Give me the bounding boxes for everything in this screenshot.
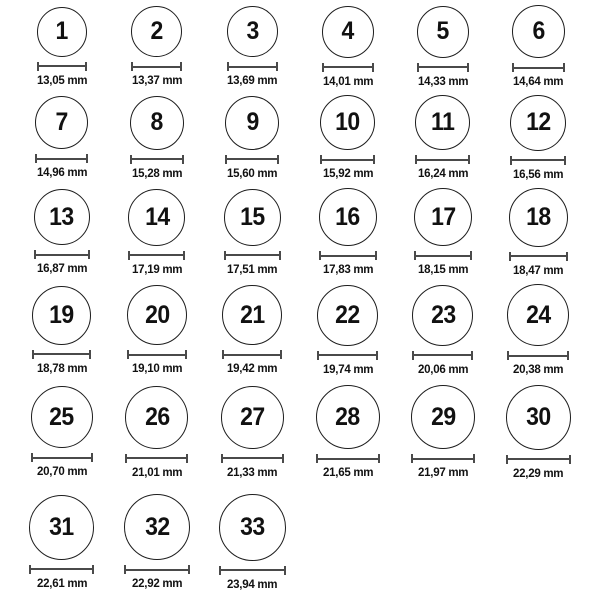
diameter-label: 16,87 mm (36, 261, 87, 275)
ring-circle (510, 95, 566, 151)
ring-cell (316, 385, 380, 479)
diameter-measure-line (509, 252, 568, 261)
ring-circle (31, 386, 93, 448)
diameter-label: 20,06 mm (417, 361, 469, 376)
ring-size-number: 5 (436, 17, 450, 45)
diameter-label: 18,78 mm (36, 360, 87, 375)
diameter-label: 16,56 mm (513, 166, 564, 181)
ring-circle (29, 495, 94, 560)
ring-circle (127, 285, 187, 345)
diameter-measure-line (221, 454, 284, 463)
diameter-measure-line (124, 565, 190, 574)
diameter-measure-line (507, 351, 569, 360)
ring-size-number: 20 (144, 300, 170, 329)
measure-tick-right (280, 350, 282, 359)
diameter-label: 17,83 mm (322, 262, 373, 276)
ring-circle (224, 189, 281, 246)
measure-tick-right (188, 565, 190, 574)
measure-tick-right (86, 154, 88, 163)
ring-size-number: 24 (525, 300, 551, 329)
ring-circle (37, 7, 87, 57)
ring-circle (316, 385, 380, 449)
diameter-measure-line (411, 454, 475, 463)
ring-cell (128, 189, 185, 276)
ring-circle (317, 285, 378, 346)
measure-bar (33, 457, 91, 459)
diameter-label: 15,28 mm (131, 165, 183, 180)
ring-cell (127, 285, 187, 375)
measure-bar (512, 159, 564, 161)
ring-circle (225, 96, 279, 150)
measure-tick-right (375, 251, 377, 260)
diameter-measure-line (219, 566, 286, 575)
measure-bar (414, 354, 471, 356)
diameter-measure-line (37, 62, 87, 71)
ring-size-number: 22 (335, 300, 360, 329)
ring-circle (128, 189, 185, 246)
diameter-measure-line (125, 454, 188, 463)
diameter-measure-line (412, 351, 473, 360)
ring-size-number: 4 (341, 17, 354, 45)
diameter-label: 18,47 mm (513, 262, 564, 277)
measure-tick-right (470, 251, 472, 260)
diameter-label: 19,42 mm (227, 361, 278, 375)
diameter-label: 20,70 mm (36, 464, 87, 478)
diameter-measure-line (417, 63, 469, 72)
ring-cell (415, 95, 470, 180)
measure-bar (227, 158, 277, 160)
ring-cell (417, 6, 469, 88)
diameter-label: 21,97 mm (417, 465, 469, 479)
ring-circle (34, 189, 90, 245)
ring-cell (414, 188, 472, 276)
measure-bar (39, 65, 85, 67)
ring-cell (36, 7, 88, 87)
measure-bar (514, 67, 563, 69)
measure-bar (36, 254, 88, 256)
ring-cell (35, 96, 88, 179)
diameter-label: 21,01 mm (131, 464, 183, 479)
ring-cell (124, 494, 190, 590)
diameter-label: 21,33 mm (227, 464, 278, 479)
ring-cell (317, 285, 378, 376)
ring-size-number: 27 (239, 402, 265, 431)
ring-cell (29, 495, 94, 590)
diameter-label: 14,33 mm (417, 73, 469, 88)
diameter-measure-line (322, 63, 374, 72)
ring-cell (31, 386, 93, 478)
ring-circle (227, 6, 278, 57)
diameter-measure-line (35, 154, 88, 163)
ring-size-number: 33 (239, 512, 265, 541)
measure-tick-right (277, 155, 279, 164)
measure-bar (322, 159, 373, 161)
ring-size-number: 9 (246, 108, 259, 136)
ring-cell (319, 188, 377, 276)
measure-tick-right (85, 62, 87, 71)
measure-bar (226, 254, 279, 256)
ring-circle (414, 188, 472, 246)
ring-size-number: 7 (55, 108, 68, 136)
ring-size-number: 28 (335, 402, 360, 431)
measure-tick-right (378, 454, 380, 463)
ring-circle (319, 188, 377, 246)
ring-size-number: 18 (525, 202, 551, 231)
measure-tick-right (373, 155, 375, 164)
ring-size-number: 26 (144, 402, 170, 431)
diameter-measure-line (506, 455, 571, 464)
ring-cell (509, 188, 568, 277)
diameter-label: 22,92 mm (131, 576, 183, 590)
diameter-measure-line (317, 351, 378, 360)
measure-bar (223, 457, 282, 459)
ring-circle (412, 285, 473, 346)
ring-size-number: 11 (431, 108, 455, 136)
ring-circle (130, 96, 184, 150)
ring-circle (222, 285, 282, 345)
ring-circle (131, 6, 182, 57)
measure-bar (129, 354, 185, 356)
ring-cell (506, 385, 571, 480)
ring-cell (125, 386, 188, 479)
ring-cell (219, 494, 286, 591)
diameter-label: 15,92 mm (322, 166, 373, 180)
ring-size-number: 17 (430, 202, 456, 231)
measure-bar (133, 66, 180, 68)
measure-bar (318, 458, 378, 460)
diameter-measure-line (127, 350, 187, 359)
measure-bar (321, 255, 375, 257)
ring-cell (34, 189, 90, 275)
measure-bar (413, 458, 473, 460)
ring-circle (507, 284, 569, 346)
ring-cell (411, 385, 475, 479)
diameter-measure-line (319, 251, 377, 260)
diameter-measure-line (128, 251, 185, 260)
diameter-measure-line (224, 251, 281, 260)
ring-size-number: 13 (49, 202, 74, 231)
diameter-measure-line (414, 251, 472, 260)
measure-tick-right (88, 250, 90, 259)
diameter-measure-line (415, 155, 470, 164)
ring-circle (219, 494, 286, 561)
diameter-label: 18,15 mm (417, 262, 469, 276)
diameter-measure-line (510, 156, 566, 165)
ring-cell (221, 386, 284, 479)
measure-tick-right (473, 454, 475, 463)
measure-bar (132, 158, 182, 160)
ring-circle (417, 6, 469, 58)
ring-circle (35, 96, 88, 149)
measure-bar (229, 66, 276, 68)
diameter-label: 14,96 mm (36, 165, 87, 179)
ring-cell (507, 284, 569, 376)
measure-tick-right (563, 63, 565, 72)
measure-tick-right (186, 454, 188, 463)
measure-tick-right (182, 155, 184, 164)
measure-tick-right (467, 63, 469, 72)
ring-cell (224, 189, 281, 276)
diameter-label: 22,29 mm (513, 465, 564, 480)
ring-circle (32, 286, 91, 345)
ring-circle (320, 95, 375, 150)
diameter-label: 19,74 mm (322, 361, 373, 376)
diameter-measure-line (131, 62, 182, 71)
measure-tick-right (564, 156, 566, 165)
measure-tick-right (468, 155, 470, 164)
measure-bar (324, 66, 372, 68)
diameter-measure-line (225, 155, 279, 164)
ring-circle (125, 386, 188, 449)
ring-size-number: 2 (150, 17, 164, 45)
ring-size-number: 23 (430, 300, 456, 329)
ring-size-number: 21 (239, 300, 265, 329)
ring-size-number: 31 (49, 512, 74, 541)
ring-circle (506, 385, 571, 450)
ring-circle (512, 5, 565, 58)
measure-bar (419, 66, 467, 68)
ring-size-number: 6 (532, 17, 545, 45)
ring-size-number: 15 (239, 202, 265, 231)
diameter-measure-line (32, 350, 91, 359)
diameter-label: 14,64 mm (513, 74, 564, 88)
measure-bar (126, 569, 188, 571)
ring-cell (512, 5, 565, 88)
measure-tick-right (372, 63, 374, 72)
ring-cell (32, 286, 91, 375)
diameter-label: 15,60 mm (227, 165, 278, 180)
diameter-label: 20,38 mm (513, 362, 564, 376)
measure-bar (417, 159, 468, 161)
ring-size-number: 29 (430, 402, 456, 431)
diameter-label: 23,94 mm (227, 576, 278, 591)
measure-tick-right (180, 62, 182, 71)
measure-bar (509, 355, 567, 357)
ring-size-number: 3 (246, 17, 259, 45)
measure-bar (416, 255, 470, 257)
measure-bar (511, 255, 566, 257)
ring-cell (320, 95, 375, 180)
diameter-label: 17,19 mm (131, 261, 183, 276)
ring-size-number: 10 (335, 108, 360, 136)
measure-bar (221, 569, 284, 571)
measure-tick-right (471, 351, 473, 360)
measure-tick-right (276, 62, 278, 71)
measure-bar (224, 354, 280, 356)
diameter-measure-line (320, 155, 375, 164)
diameter-measure-line (222, 350, 282, 359)
ring-size-number: 12 (525, 108, 551, 136)
measure-bar (130, 254, 183, 256)
diameter-measure-line (227, 62, 278, 71)
ring-size-number: 32 (144, 512, 170, 541)
measure-bar (127, 457, 186, 459)
ring-size-number: 16 (335, 202, 360, 231)
ring-size-number: 8 (150, 108, 164, 136)
diameter-measure-line (31, 453, 93, 462)
measure-bar (31, 568, 92, 570)
ring-size-number: 25 (49, 402, 74, 431)
ring-size-number: 1 (55, 17, 68, 45)
measure-tick-right (91, 453, 93, 462)
measure-tick-right (284, 566, 286, 575)
measure-tick-right (566, 252, 568, 261)
ring-circle (322, 6, 374, 58)
ring-size-number: 14 (144, 202, 170, 231)
measure-tick-right (183, 251, 185, 260)
ring-cell (130, 96, 184, 180)
ring-circle (411, 385, 475, 449)
ring-cell (510, 95, 566, 181)
ring-size-number: 19 (49, 300, 74, 329)
ring-cell (322, 6, 374, 88)
measure-tick-right (569, 455, 571, 464)
ring-size-number: 30 (525, 402, 551, 431)
diameter-measure-line (130, 155, 184, 164)
ring-cell (225, 96, 279, 180)
diameter-label: 13,05 mm (36, 72, 87, 87)
diameter-label: 14,01 mm (322, 73, 373, 88)
diameter-label: 16,24 mm (417, 166, 469, 180)
measure-bar (508, 458, 569, 460)
measure-tick-right (376, 351, 378, 360)
measure-bar (34, 353, 89, 355)
diameter-label: 17,51 mm (227, 261, 278, 276)
diameter-label: 21,65 mm (322, 465, 373, 479)
measure-tick-right (282, 454, 284, 463)
diameter-measure-line (29, 565, 94, 574)
ring-circle (221, 386, 284, 449)
measure-tick-right (567, 351, 569, 360)
ring-cell (131, 6, 183, 87)
diameter-label: 22,61 mm (36, 575, 87, 590)
measure-tick-right (89, 350, 91, 359)
measure-tick-right (92, 565, 94, 574)
ring-cell (226, 6, 278, 87)
ring-cell (222, 285, 282, 375)
measure-tick-right (185, 350, 187, 359)
diameter-label: 19,10 mm (131, 361, 183, 375)
diameter-label: 13,37 mm (131, 73, 183, 87)
ring-circle (509, 188, 568, 247)
diameter-label: 13,69 mm (227, 73, 278, 87)
diameter-measure-line (316, 454, 380, 463)
diameter-measure-line (34, 250, 90, 259)
measure-bar (319, 354, 376, 356)
measure-bar (37, 158, 86, 160)
ring-circle (124, 494, 190, 560)
diameter-measure-line (512, 63, 565, 72)
ring-circle (415, 95, 470, 150)
measure-tick-right (279, 251, 281, 260)
ring-cell (412, 285, 473, 376)
